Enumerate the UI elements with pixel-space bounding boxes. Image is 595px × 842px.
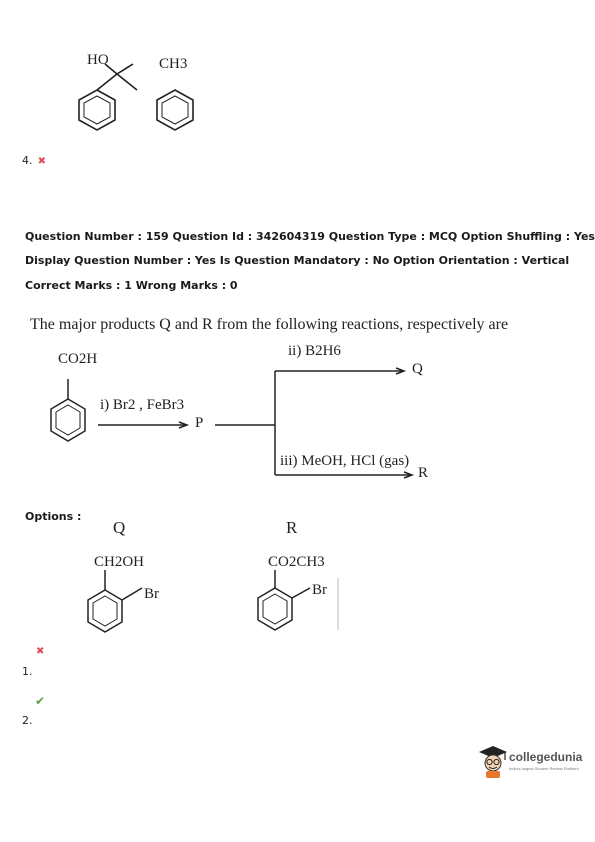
top-ho-label: HO	[87, 52, 109, 68]
option-1[interactable]	[22, 646, 44, 678]
q-group-label: CH2OH	[94, 554, 145, 570]
graduate-mascot-icon	[478, 745, 508, 779]
r-group-label: CO2CH3	[268, 554, 325, 570]
r-sub-label: Br	[312, 582, 327, 598]
reaction-scheme	[30, 335, 450, 495]
step2-reagent: ii) B2H6	[288, 343, 341, 359]
options-label: Options :	[25, 510, 82, 523]
collegedunia-logo	[478, 745, 588, 779]
step3-reagent: iii) MeOH, HCl (gas)	[280, 453, 410, 469]
top-chem-structure	[55, 48, 215, 148]
wrong-cross-icon: ✖	[37, 156, 46, 167]
option-2[interactable]	[22, 694, 45, 727]
brand-name: collegedunia	[509, 750, 583, 764]
top-structure-drawing	[55, 48, 215, 148]
option-number: 4.	[22, 154, 33, 167]
correct-check-icon: ✔	[35, 694, 46, 708]
question-meta-line2: Display Question Number : Yes Is Question Mandatory : No Option Orientation : Vertical	[25, 254, 570, 267]
option-r-structure	[240, 550, 350, 650]
top-option-4[interactable]	[22, 149, 46, 168]
brand-tagline: India's largest Student Review Platform	[509, 766, 579, 771]
product-r: R	[418, 465, 429, 481]
option-col-q: Q	[113, 518, 126, 537]
start-group-label: CO2H	[58, 351, 98, 367]
question-meta-line1: Question Number : 159 Question Id : 342604319 Question Type : MCQ Option Shuffling : Yes	[25, 230, 595, 243]
option-col-r: R	[286, 518, 298, 537]
product-q: Q	[412, 361, 423, 377]
top-ch3-label: CH3	[159, 56, 188, 72]
q-sub-label: Br	[144, 586, 159, 602]
question-stem: The major products Q and R from the following reactions, respectively are	[30, 316, 509, 333]
step1-reagent: i) Br2 , FeBr3	[100, 397, 185, 413]
option-q-structure	[70, 550, 180, 650]
question-marks: Correct Marks : 1 Wrong Marks : 0	[25, 279, 238, 292]
option-number: 1.	[22, 665, 33, 678]
wrong-cross-icon: ✖	[36, 646, 45, 657]
intermediate-p: P	[195, 415, 204, 431]
option-number: 2.	[22, 714, 33, 727]
